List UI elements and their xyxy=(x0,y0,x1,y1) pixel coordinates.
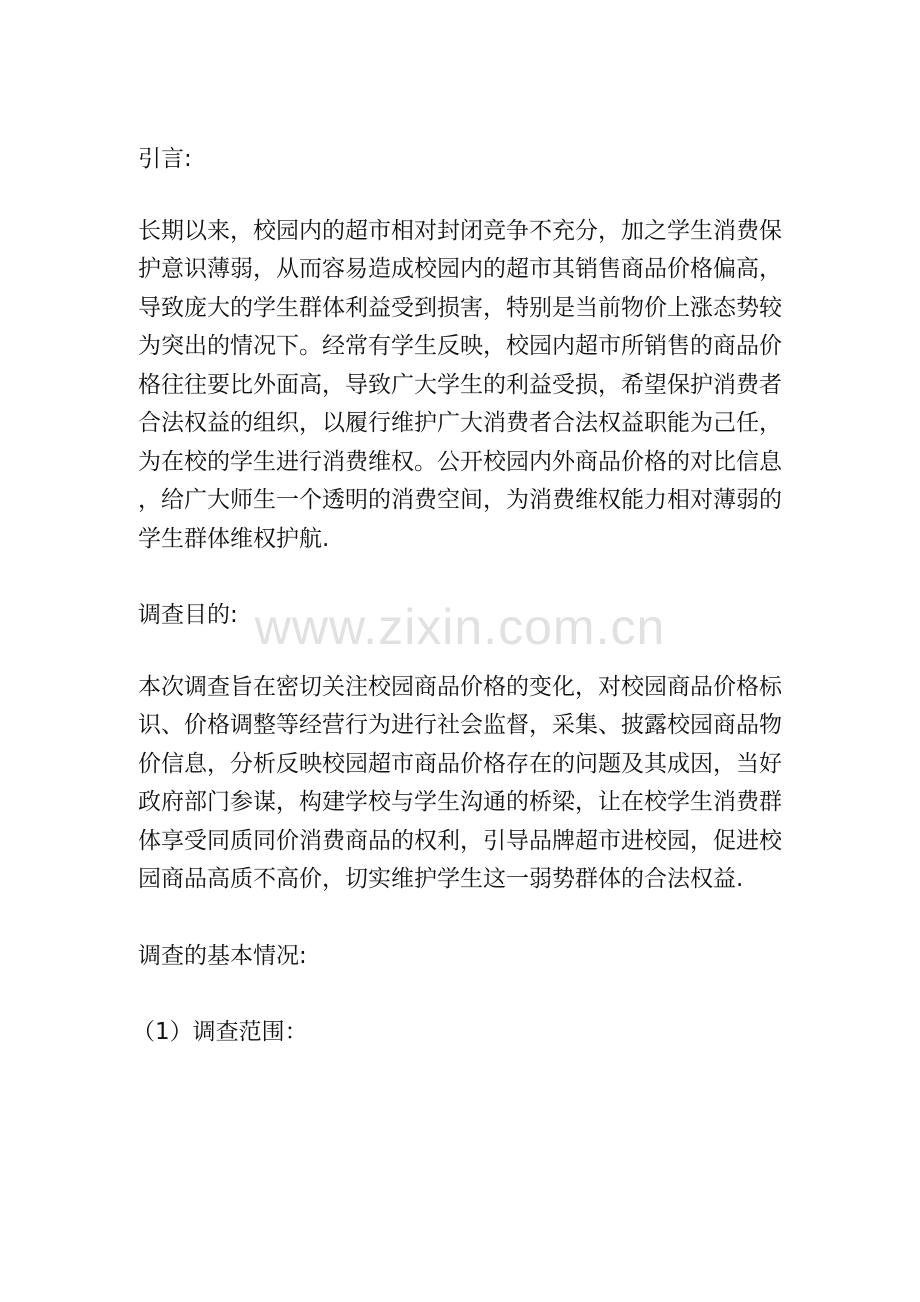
text-line: 为突出的情况下。经常有学生反映，校园内超市所销售的商品价 xyxy=(138,333,782,359)
section-heading-basic: 调查的基本情况: xyxy=(138,942,307,969)
text-line: 合法权益的组织，以履行维护广大消费者合法权益职能为己任， xyxy=(138,410,782,436)
paragraph-purpose xyxy=(138,668,788,899)
section-heading-purpose: 调查目的: xyxy=(138,602,238,628)
text-line: 为在校的学生进行消费维权。公开校园内外商品价格的对比信息 xyxy=(138,448,782,475)
text-line: 识、价格调整等经营行为进行社会监督，采集、披露校园商品物 xyxy=(138,712,782,738)
watermark: www.zixin.com.cn xyxy=(254,599,666,655)
document-body xyxy=(132,140,788,1052)
text-line: 价信息，分析反映校园超市商品价格存在的问题及其成因，当好 xyxy=(138,750,782,777)
text-line: 学生群体维权护航. xyxy=(138,525,330,552)
text-line: 政府部门参谋，构建学校与学生沟通的桥梁，让在校学生消费群 xyxy=(138,789,782,815)
text-line: 护意识薄弱，从而容易造成校园内的超市其销售商品价格偏高， xyxy=(138,256,782,282)
text-line: 本次调查旨在密切关注校园商品价格的变化，对校园商品价格标 xyxy=(138,673,782,700)
text-line: 体享受同质同价消费商品的权利，引导品牌超市进校园，促进校 xyxy=(138,827,782,854)
text-line: ，给广大师生一个透明的消费空间，为消费维权能力相对薄弱的 xyxy=(138,487,782,513)
text-line: 导致庞大的学生群体利益受到损害，特别是当前物价上涨态势较 xyxy=(138,294,782,321)
section-heading-intro: 引言: xyxy=(138,146,192,172)
sub-heading-scope: （1）调查范围： xyxy=(132,1019,308,1045)
text-line: 园商品高质不高价，切实维护学生这一弱势群体的合法权益. xyxy=(138,866,744,892)
text-line: 长期以来，校园内的超市相对封闭竞争不充分，加之学生消费保 xyxy=(138,217,782,244)
text-line: 格往往要比外面高，导致广大学生的利益受损，希望保护消费者 xyxy=(138,371,782,398)
paragraph-intro xyxy=(138,212,788,559)
